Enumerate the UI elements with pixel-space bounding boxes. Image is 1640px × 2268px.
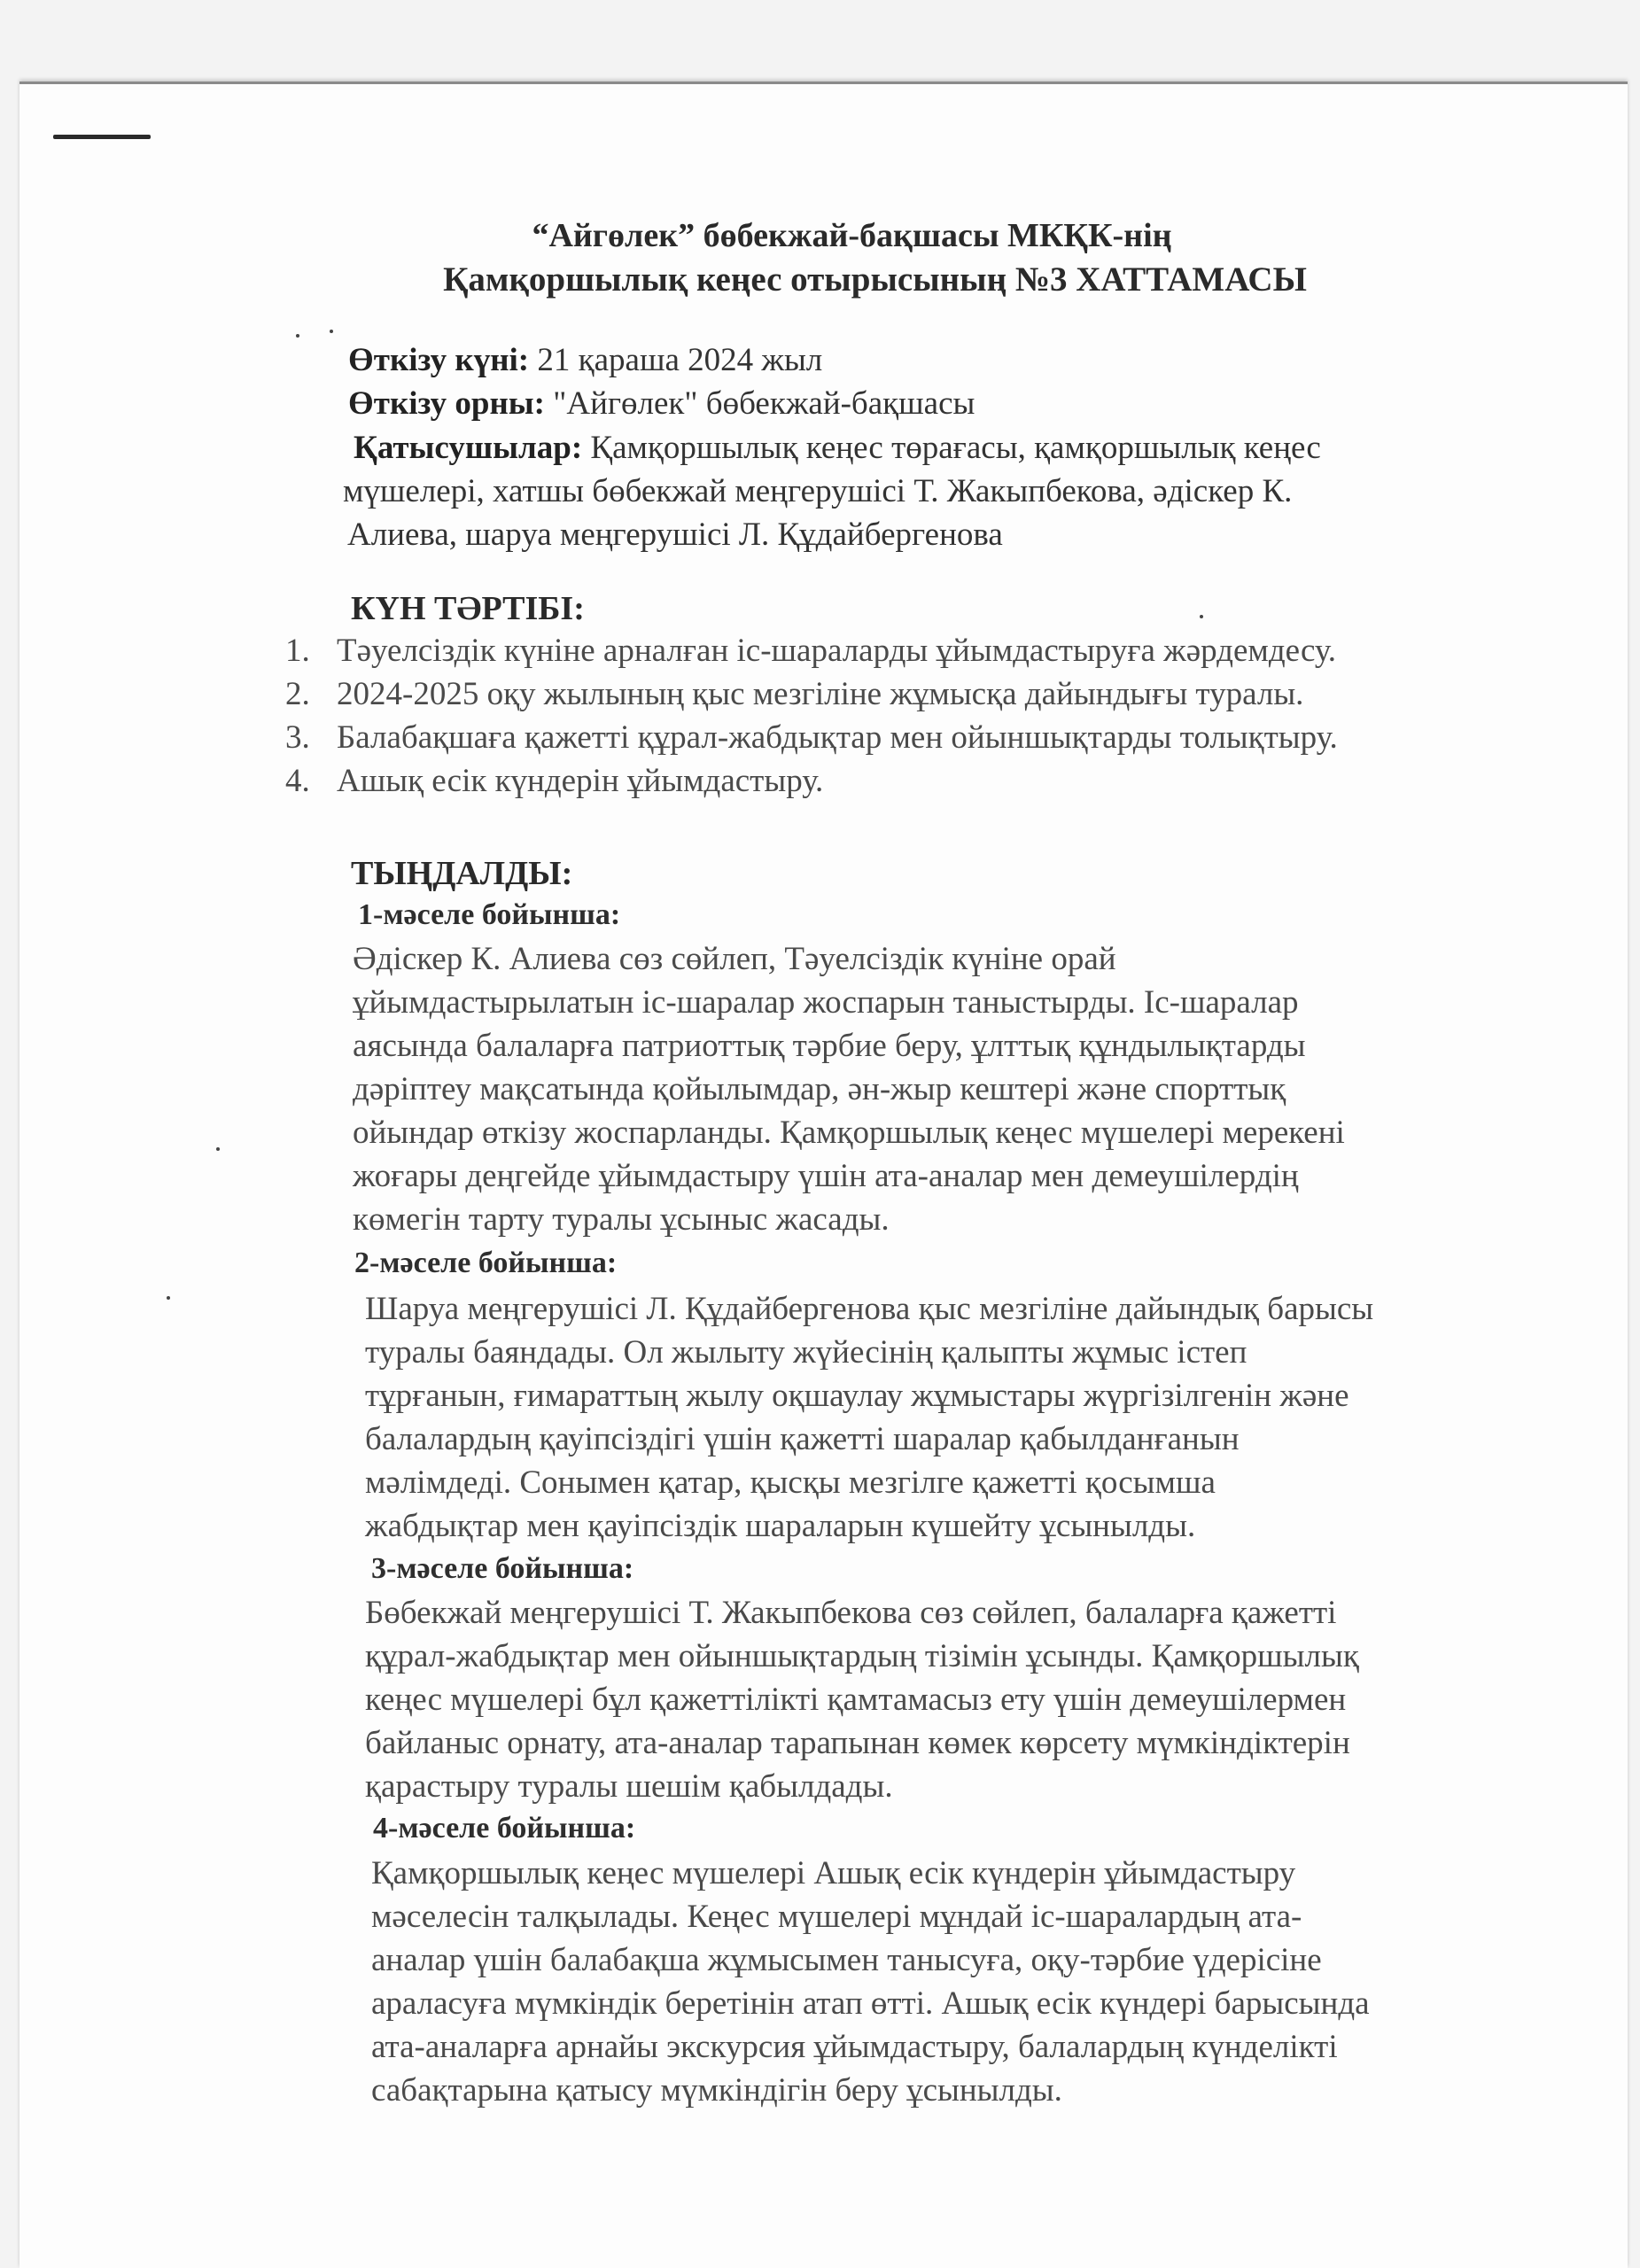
paragraph-line: ата-аналарға арнайы экскурсия ұйымдастыру, балалардың күнделікті [371, 2029, 1338, 2065]
paragraph-line: мәлімдеді. Сонымен қатар, қысқы мезгілге қажетті қосымша [365, 1464, 1216, 1501]
document-page [19, 82, 1628, 2268]
participants-label: Қатысушылар: [354, 430, 583, 466]
paragraph-line: жабдықтар мен қауіпсіздік шараларын күшейту ұсынылды. [365, 1508, 1196, 1544]
paragraph-line: кеңес мүшелері бұл қажеттілікті қамтамасыз ету үшін демеушілермен [365, 1682, 1347, 1718]
agenda-item-text: Ашық есік күндерін ұйымдастыру. [337, 763, 824, 799]
paragraph-line: араласуға мүмкіндік беретінін атап өтті. Ашық есік күндері барысында [371, 1985, 1370, 2022]
agenda-item-number: 4. [285, 763, 310, 799]
scan-speck [167, 1296, 170, 1300]
paragraph-line: ойындар өткізу жоспарланды. Қамқоршылық кеңес мүшелері мерекені [353, 1115, 1345, 1151]
paragraph-line: Бөбекжай меңгерушісі Т. Жакыпбекова сөз сөйлеп, балаларға қажетті [365, 1595, 1337, 1631]
agenda-item-number: 2. [285, 676, 310, 712]
paragraph-line: сабақтарына қатысу мүмкіндігін беру ұсынылды. [371, 2072, 1062, 2109]
issue-3-title: 3-мәселе бойынша: [371, 1552, 634, 1585]
paragraph-line: құрал-жабдықтар мен ойыншықтардың тізімін ұсынды. Қамқоршылық [365, 1638, 1359, 1674]
document-title-line-2: Қамқоршылық кеңес отырысының №3 ХАТТАМАСЫ [443, 260, 1307, 299]
scan-speck [330, 330, 333, 333]
paragraph-line: Әдіскер К. Алиева сөз сөйлеп, Тәуелсіздік күніне орай [353, 941, 1116, 977]
scan-mark [53, 135, 151, 139]
paragraph-line: жоғары деңгейде ұйымдастыру үшін ата-аналар мен демеушілердің [353, 1158, 1299, 1194]
issue-2-title: 2-мәселе бойынша: [354, 1247, 618, 1279]
paragraph-line: тұрғанын, ғимараттың жылу оқшаулау жұмыстары жүргізілгенін және [365, 1378, 1349, 1414]
meeting-date [348, 338, 822, 382]
issue-3-text [365, 1591, 1359, 1808]
paragraph-line: туралы баяндады. Ол жылыту жүйесінің қалыпты жұмыс істеп [365, 1334, 1247, 1371]
paragraph-line: аналар үшін балабақша жұмысымен танысуға, оқу-тәрбие үдерісіне [371, 1942, 1322, 1978]
participants-line-3: Алиева, шаруа меңгерушісі Л. Құдайбергенова [347, 517, 1003, 553]
paragraph-line: ұйымдастырылатын іс-шаралар жоспарын таныстырды. Іс-шаралар [353, 984, 1299, 1021]
participants-line-1 [354, 426, 1321, 470]
scan-speck [1200, 615, 1203, 618]
paragraph-line: көмегін тарту туралы ұсыныс жасады. [353, 1201, 890, 1238]
paragraph-line: балалардың қауіпсіздігі үшін қажетті шаралар қабылданғанын [365, 1421, 1240, 1457]
document-title-line-1: “Айгөлек” бөбекжай-бақшасы МКҚК-нің [532, 217, 1172, 254]
paragraph-line: Қамқоршылық кеңес мүшелері Ашық есік күндерін ұйымдастыру [371, 1855, 1296, 1891]
paragraph-line: қарастыру туралы шешім қабылдады. [365, 1768, 893, 1805]
agenda-item-text: Тәуелсіздік күніне арналған іс-шараларды ұйымдастыруға жәрдемдесу. [337, 633, 1336, 669]
paragraph-line: мәселесін талқылады. Кеңес мүшелері мұндай іс-шаралардың ата- [371, 1899, 1302, 1935]
issue-4-text [371, 1852, 1370, 2112]
paragraph-line: аясында балаларға патриоттық тәрбие беру, ұлттық құндылықтарды [353, 1028, 1306, 1064]
agenda-item [285, 672, 1338, 716]
paragraph-line: Шаруа меңгерушісі Л. Құдайбергенова қыс мезгіліне дайындық барысы [365, 1291, 1374, 1327]
meeting-place [348, 382, 975, 425]
scan-speck [216, 1147, 220, 1151]
date-label: Өткізу күні: [348, 342, 530, 378]
agenda-item [285, 629, 1338, 672]
agenda-item [285, 716, 1338, 759]
paragraph-line: байланыс орнату, ата-аналар тарапынан көмек көрсету мүмкіндіктерін [365, 1725, 1350, 1761]
agenda-item-text: Балабақшаға қажетті құрал-жабдықтар мен ойыншықтарды толықтыру. [337, 719, 1338, 756]
participants-line-2: мүшелері, хатшы бөбекжай меңгерушісі Т. Жакыпбекова, әдіскер К. [343, 473, 1293, 509]
agenda-title: КҮН ТӘРТІБІ: [351, 590, 585, 627]
agenda-item [285, 759, 1338, 803]
participants-text: Қамқоршылық кеңес төрағасы, қамқоршылық кеңес [582, 430, 1321, 466]
agenda-item-number: 3. [285, 719, 310, 756]
agenda-list [285, 629, 1338, 803]
place-label: Өткізу орны: [348, 385, 545, 422]
paragraph-line: дәріптеу мақсатында қойылымдар, ән-жыр кештері және спорттық [353, 1071, 1286, 1107]
scan-speck [296, 334, 299, 338]
issue-1-title: 1-мәселе бойынша: [358, 898, 621, 931]
issue-1-text [353, 937, 1345, 1241]
issue-2-text [365, 1287, 1373, 1548]
place-value: "Айгөлек" бөбекжай-бақшасы [545, 385, 975, 422]
heard-title: ТЫҢДАЛДЫ: [351, 855, 573, 892]
agenda-item-text: 2024-2025 оқу жылының қыс мезгіліне жұмысқа дайындығы туралы. [337, 676, 1304, 712]
date-value: 21 қараша 2024 жыл [529, 342, 823, 378]
agenda-item-number: 1. [285, 633, 310, 669]
issue-4-title: 4-мәселе бойынша: [373, 1812, 636, 1845]
